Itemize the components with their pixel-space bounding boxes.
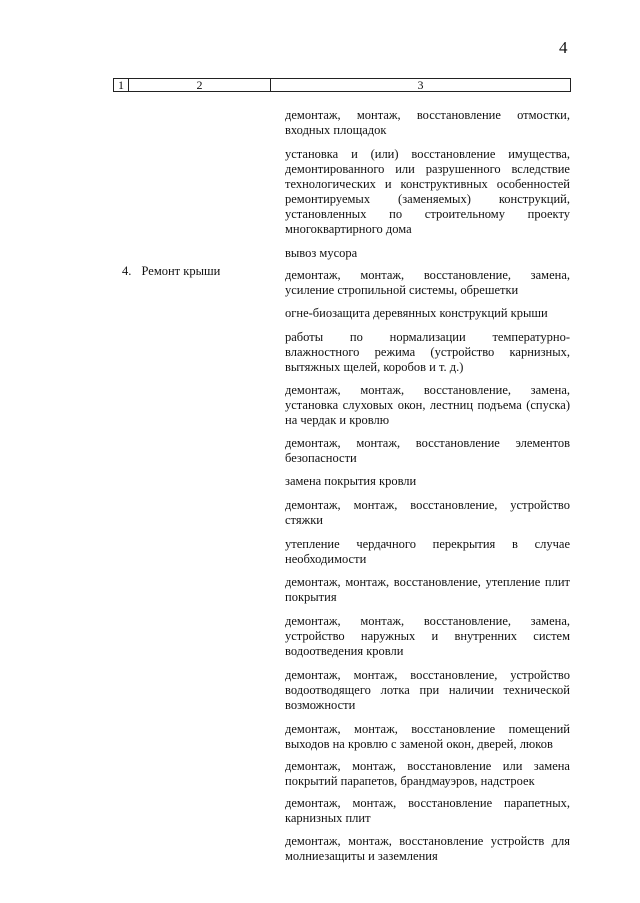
work-items-list xyxy=(285,108,570,864)
work-item: работы по нормализации температурно-влажностного режима (устройство карнизных, вытяжных щелей, коробов и т. д.) xyxy=(285,330,570,374)
work-item: демонтаж, монтаж, восстановление, замена, усиление стропильной системы, обрешетки xyxy=(285,268,570,297)
work-item: замена покрытия кровли xyxy=(285,474,417,488)
work-item: демонтаж, монтаж, восстановление элементов безопасности xyxy=(285,436,570,465)
work-item: установка и (или) восстановление имущества, демонтированного или разрушенного вследствие технологических и конструктивных особенностей ремонтируемых (заменяемых) конструкций, установленных по строительному проекту многоквартирного дома xyxy=(285,147,570,236)
work-item: демонтаж, монтаж, восстановление, устройство стяжки xyxy=(285,498,570,527)
work-item: вывоз мусора xyxy=(285,246,358,260)
work-item: демонтаж, монтаж, восстановление, замена, устройство наружных и внутренних систем водоотведения кровли xyxy=(285,614,570,658)
work-item: демонтаж, монтаж, восстановление устройств для молниезащиты и заземления xyxy=(285,834,570,863)
work-item: демонтаж, монтаж, восстановление, замена, установка слуховых окон, лестниц подъема (спуска) на чердак и кровлю xyxy=(285,383,570,427)
column-1-header: 1 xyxy=(114,79,129,92)
section-label xyxy=(122,264,220,279)
work-item: демонтаж, монтаж, восстановление, устройство водоотводящего лотка при наличии технической возможности xyxy=(285,668,570,712)
work-item: демонтаж, монтаж, восстановление, утепление плит покрытия xyxy=(285,575,570,604)
work-item: огне-биозащита деревянных конструкций крыши xyxy=(285,306,548,320)
section-number: 4. xyxy=(122,264,132,278)
section-title: Ремонт крыши xyxy=(141,264,221,278)
work-item: демонтаж, монтаж, восстановление отмостки, входных площадок xyxy=(285,108,570,137)
work-item: утепление чердачного перекрытия в случае необходимости xyxy=(285,537,570,566)
work-item: демонтаж, монтаж, восстановление помещений выходов на кровлю с заменой окон, дверей, люков xyxy=(285,722,570,751)
work-item: демонтаж, монтаж, восстановление или замена покрытий парапетов, брандмауэров, надстроек xyxy=(285,759,570,788)
work-item: демонтаж, монтаж, восстановление парапетных, карнизных плит xyxy=(285,796,570,825)
table-header xyxy=(113,78,571,92)
column-3-header: 3 xyxy=(271,79,571,92)
page-number: 4 xyxy=(559,38,568,57)
column-2-header: 2 xyxy=(129,79,271,92)
